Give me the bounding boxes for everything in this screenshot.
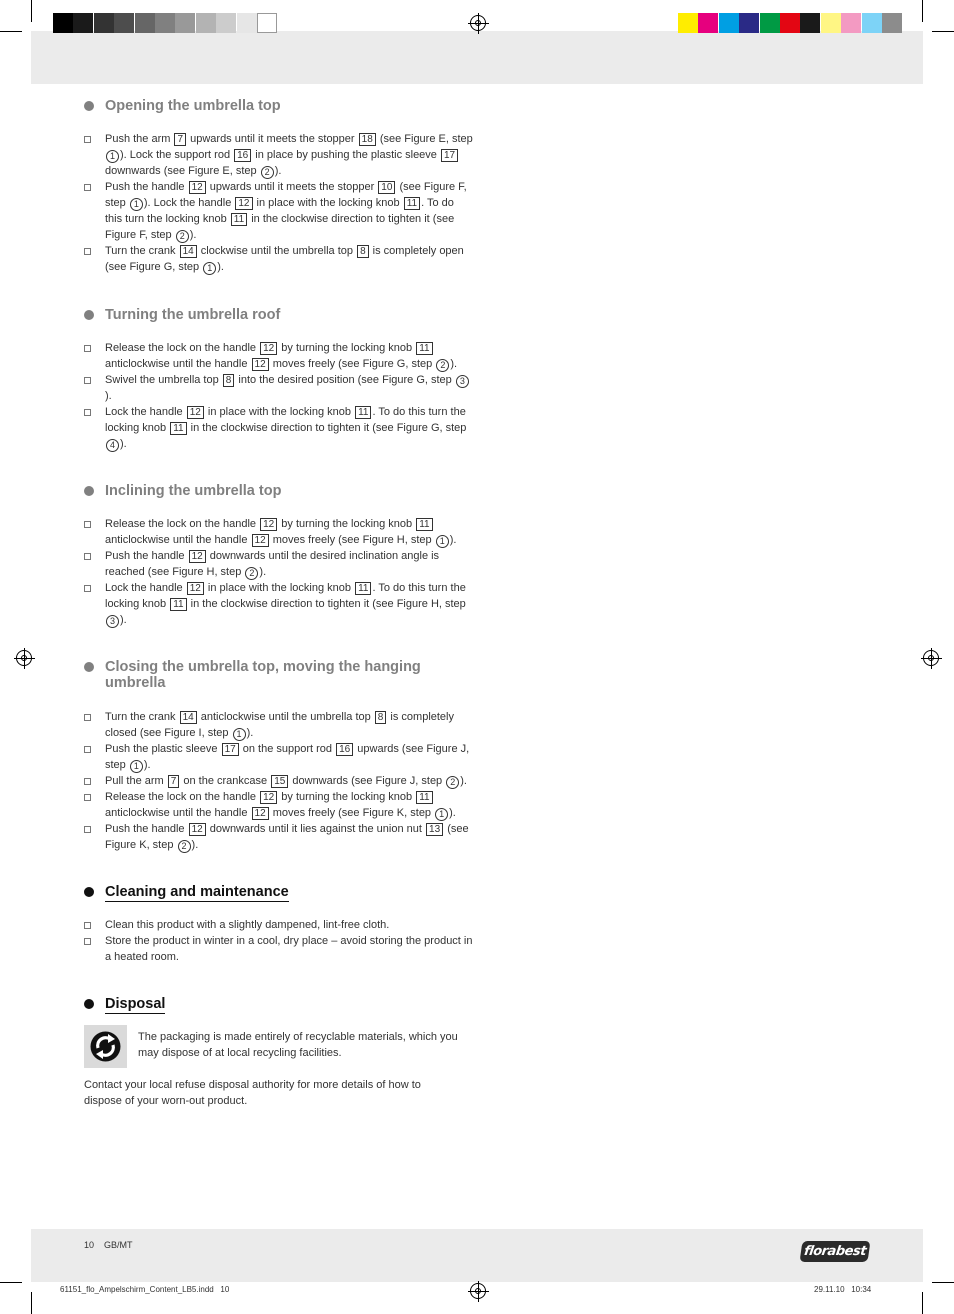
footer-band	[31, 1229, 923, 1282]
item-text: downwards (see Figure E, step	[105, 165, 260, 177]
step-number-circle: 1	[233, 728, 246, 741]
section-turning	[84, 307, 474, 452]
list-item	[84, 548, 474, 580]
part-number-box: 14	[180, 245, 197, 258]
list-item	[84, 516, 474, 548]
part-number-box: 12	[260, 342, 277, 355]
color-swatch	[760, 13, 780, 33]
step-number-circle: 2	[178, 840, 191, 853]
item-text: Turn the crank	[105, 245, 179, 257]
item-text: in place by pushing the plastic sleeve	[252, 149, 440, 161]
item-text: Clean this product with a slightly dampened, lint-free cloth.	[105, 919, 390, 931]
crop-mark	[31, 0, 32, 22]
instruction-list	[84, 340, 474, 452]
part-number-box: 11	[170, 598, 186, 611]
color-swatch	[698, 13, 718, 33]
list-item	[84, 372, 474, 404]
list-item	[84, 179, 474, 243]
part-number-box: 12	[187, 406, 204, 419]
part-number-box: 17	[222, 743, 239, 756]
part-number-box: 11	[416, 791, 432, 804]
color-swatch	[882, 13, 902, 33]
item-text: upwards until it meets the stopper	[206, 181, 378, 193]
item-text: in the clockwise direction to tighten it (see Figure F, step	[105, 213, 455, 241]
step-number-circle: 1	[203, 262, 216, 275]
color-swatch	[175, 13, 195, 33]
item-text: Lock the handle	[105, 582, 186, 594]
item-text: ).	[450, 358, 458, 370]
item-text: (see Figure F, step	[105, 181, 467, 209]
part-number-box: 11	[416, 342, 432, 355]
list-item	[84, 404, 474, 452]
color-swatch	[821, 13, 841, 33]
item-text: by turning the locking knob	[278, 791, 416, 803]
section-inclining	[84, 483, 474, 628]
item-text: Store the product in winter in a cool, dry place – avoid storing the product in a heated room.	[105, 935, 473, 963]
step-number-circle: 2	[261, 166, 274, 179]
list-item	[84, 821, 474, 853]
bullet-icon	[84, 999, 94, 1009]
step-number-circle: 2	[446, 776, 459, 789]
part-number-box: 18	[359, 133, 376, 146]
section-heading: Disposal	[84, 996, 474, 1012]
item-text: ).	[460, 775, 467, 787]
part-number-box: 12	[189, 823, 206, 836]
color-swatch	[216, 13, 236, 33]
item-text: (see Figure E, step	[376, 133, 473, 145]
part-number-box: 11	[170, 422, 186, 435]
item-text: ).	[246, 727, 254, 739]
header-band	[31, 31, 923, 84]
list-item	[84, 580, 474, 628]
item-text: upwards until it meets the stopper	[187, 133, 358, 145]
item-text: downwards (see Figure J, step	[289, 775, 446, 787]
color-swatch	[94, 13, 114, 33]
item-text: Turn the crank	[105, 711, 179, 723]
section-disposal	[84, 996, 474, 1012]
item-text: downwards until the desired inclination angle is reached (see Figure H, step	[105, 550, 440, 578]
item-text: ).	[120, 438, 127, 450]
item-text: moves freely (see Figure K, step	[269, 807, 435, 819]
color-swatch	[155, 13, 175, 33]
crop-mark	[0, 31, 22, 32]
color-swatch	[196, 13, 216, 33]
color-swatch	[237, 13, 257, 33]
item-text: Release the lock on the handle	[105, 518, 260, 530]
step-number-circle: 1	[106, 150, 119, 163]
part-number-box: 7	[168, 775, 180, 788]
crop-mark	[932, 31, 954, 32]
instruction-list	[84, 131, 474, 275]
item-text: in place with the locking knob	[253, 197, 403, 209]
language-code: GB/MT	[104, 1240, 133, 1250]
file-info: 61151_flo_Ampelschirm_Content_LB5.indd 10	[60, 1285, 230, 1294]
item-text: Lock the handle	[105, 406, 186, 418]
item-text: Swivel the umbrella top	[105, 374, 222, 386]
part-number-box: 12	[235, 197, 252, 210]
part-number-box: 12	[189, 181, 206, 194]
item-text: ).	[449, 807, 456, 819]
page-number: 10	[84, 1240, 95, 1250]
part-number-box: 12	[189, 550, 206, 563]
item-text: in place with the locking knob	[204, 406, 355, 418]
registration-mark-icon	[470, 15, 486, 31]
color-swatch	[678, 13, 698, 33]
bullet-icon	[84, 662, 94, 672]
section-closing	[84, 659, 474, 853]
item-text: ).	[259, 566, 267, 578]
instruction-list	[84, 709, 474, 853]
registration-mark-icon	[470, 1283, 486, 1299]
item-text: Push the arm	[105, 133, 174, 145]
item-text: ).	[105, 390, 112, 402]
crop-mark	[0, 1282, 22, 1283]
item-text: downwards until it lies against the union nut	[206, 823, 426, 835]
item-text: in place with the locking knob	[204, 582, 355, 594]
item-text: anticlockwise until the handle	[105, 358, 251, 370]
item-text: ).	[217, 261, 224, 273]
part-number-box: 12	[260, 518, 277, 531]
part-number-box: 11	[404, 197, 420, 210]
part-number-box: 12	[260, 791, 277, 804]
section-cleaning	[84, 884, 474, 965]
part-number-box: 11	[355, 582, 371, 595]
part-number-box: 12	[252, 534, 269, 547]
item-text: ).	[449, 534, 457, 546]
step-number-circle: 2	[176, 230, 189, 243]
item-text: anticlockwise until the handle	[105, 807, 251, 819]
part-number-box: 10	[378, 181, 395, 194]
section-heading: Cleaning and maintenance	[84, 884, 474, 900]
item-text: clockwise until the umbrella top	[197, 245, 357, 257]
item-text: ). Lock the support rod	[120, 149, 234, 161]
crop-mark	[31, 1292, 32, 1314]
color-swatch	[73, 13, 93, 33]
section-opening	[84, 98, 474, 275]
part-number-box: 14	[180, 711, 197, 724]
item-text: . To do this turn the locking knob	[105, 582, 466, 610]
list-item	[84, 917, 474, 933]
item-text: ).	[191, 839, 199, 851]
crop-mark	[932, 1282, 954, 1283]
item-text: anticlockwise until the handle	[105, 534, 251, 546]
section-heading: Inclining the umbrella top	[84, 483, 474, 499]
part-number-box: 12	[252, 358, 269, 371]
item-text: Release the lock on the handle	[105, 791, 260, 803]
list-item	[84, 131, 474, 179]
item-text: by turning the locking knob	[278, 342, 416, 354]
color-swatch	[135, 13, 155, 33]
step-number-circle: 4	[106, 439, 119, 452]
step-number-circle: 2	[436, 359, 449, 372]
part-number-box: 16	[336, 743, 353, 756]
part-number-box: 11	[355, 406, 371, 419]
item-text: in the clockwise direction to tighten it (see Figure H, step	[187, 598, 466, 610]
instruction-list	[84, 516, 474, 628]
print-date: 29.11.10 10:34	[814, 1285, 872, 1294]
part-number-box: 7	[174, 133, 186, 146]
item-text: into the desired position (see Figure G, step	[235, 374, 455, 386]
list-item	[84, 709, 474, 741]
item-text: Push the handle	[105, 181, 188, 193]
item-text: . To do this turn the locking knob	[105, 406, 466, 434]
item-text: anticlockwise until the umbrella top	[197, 711, 374, 723]
section-heading: Opening the umbrella top	[84, 98, 474, 114]
item-text: upwards (see Figure J, step	[105, 743, 470, 771]
list-item	[84, 773, 474, 789]
part-number-box: 8	[357, 245, 369, 258]
color-swatch	[719, 13, 739, 33]
step-number-circle: 1	[436, 535, 449, 548]
color-swatch	[800, 13, 820, 33]
florabest-logo	[800, 1241, 871, 1262]
step-number-circle: 3	[106, 615, 119, 628]
bullet-icon	[84, 310, 94, 320]
part-number-box: 11	[416, 518, 432, 531]
list-item	[84, 243, 474, 275]
recycling-icon	[84, 1025, 127, 1068]
color-swatch	[53, 13, 73, 33]
brand-text: florabest	[803, 1244, 867, 1259]
bullet-icon	[84, 101, 94, 111]
color-swatch	[780, 13, 800, 33]
list-item	[84, 340, 474, 372]
item-text: . To do this turn the locking knob	[105, 197, 454, 225]
part-number-box: 17	[441, 149, 458, 162]
item-text: Push the handle	[105, 823, 188, 835]
bullet-icon	[84, 486, 94, 496]
step-number-circle: 3	[456, 375, 469, 388]
color-swatch	[114, 13, 134, 33]
item-text: ).	[274, 165, 282, 177]
color-swatch	[739, 13, 759, 33]
step-number-circle: 1	[130, 760, 143, 773]
item-text: ).	[143, 759, 151, 771]
step-number-circle: 2	[245, 567, 258, 580]
item-text: moves freely (see Figure H, step	[269, 534, 435, 546]
item-text: Pull the arm	[105, 775, 167, 787]
step-number-circle: 1	[130, 198, 143, 211]
list-item	[84, 933, 474, 965]
crop-mark	[922, 0, 923, 22]
color-swatch	[841, 13, 861, 33]
instruction-list	[84, 917, 474, 965]
disposal-contact-text: Contact your local refuse disposal authority for more details of how to dispose of your worn-out product.	[84, 1079, 421, 1107]
item-text: Release the lock on the handle	[105, 342, 260, 354]
item-text: moves freely (see Figure G, step	[269, 358, 436, 370]
part-number-box: 8	[375, 711, 387, 724]
item-text: is completely closed (see Figure I, step	[105, 711, 454, 739]
registration-mark-icon	[16, 650, 32, 666]
registration-mark-icon	[923, 650, 939, 666]
part-number-box: 11	[231, 213, 247, 226]
item-text: (see Figure K, step	[105, 823, 469, 851]
color-swatch	[862, 13, 882, 33]
item-text: ). Lock the handle	[143, 197, 235, 209]
part-number-box: 12	[187, 582, 204, 595]
part-number-box: 15	[271, 775, 288, 788]
bullet-icon	[84, 887, 94, 897]
part-number-box: 16	[234, 149, 251, 162]
item-text: Push the plastic sleeve	[105, 743, 221, 755]
item-text: on the crankcase	[180, 775, 271, 787]
list-item	[84, 789, 474, 821]
section-heading: Turning the umbrella roof	[84, 307, 474, 323]
color-swatch	[257, 13, 277, 33]
section-heading: Closing the umbrella top, moving the hanging umbrella	[84, 659, 475, 691]
part-number-box: 12	[252, 807, 269, 820]
recycling-text: The packaging is made entirely of recyclable materials, which you may dispose of at local recycling facilities.	[138, 1031, 458, 1059]
item-text: by turning the locking knob	[278, 518, 416, 530]
item-text: on the support rod	[239, 743, 336, 755]
part-number-box: 13	[426, 823, 443, 836]
item-text: in the clockwise direction to tighten it (see Figure G, step	[187, 422, 467, 434]
item-text: Push the handle	[105, 550, 188, 562]
part-number-box: 8	[223, 374, 235, 387]
item-text: is completely open (see Figure G, step	[105, 245, 464, 273]
crop-mark	[922, 1292, 923, 1314]
step-number-circle: 1	[435, 808, 448, 821]
item-text: ).	[120, 614, 127, 626]
list-item	[84, 741, 474, 773]
item-text: ).	[189, 229, 197, 241]
